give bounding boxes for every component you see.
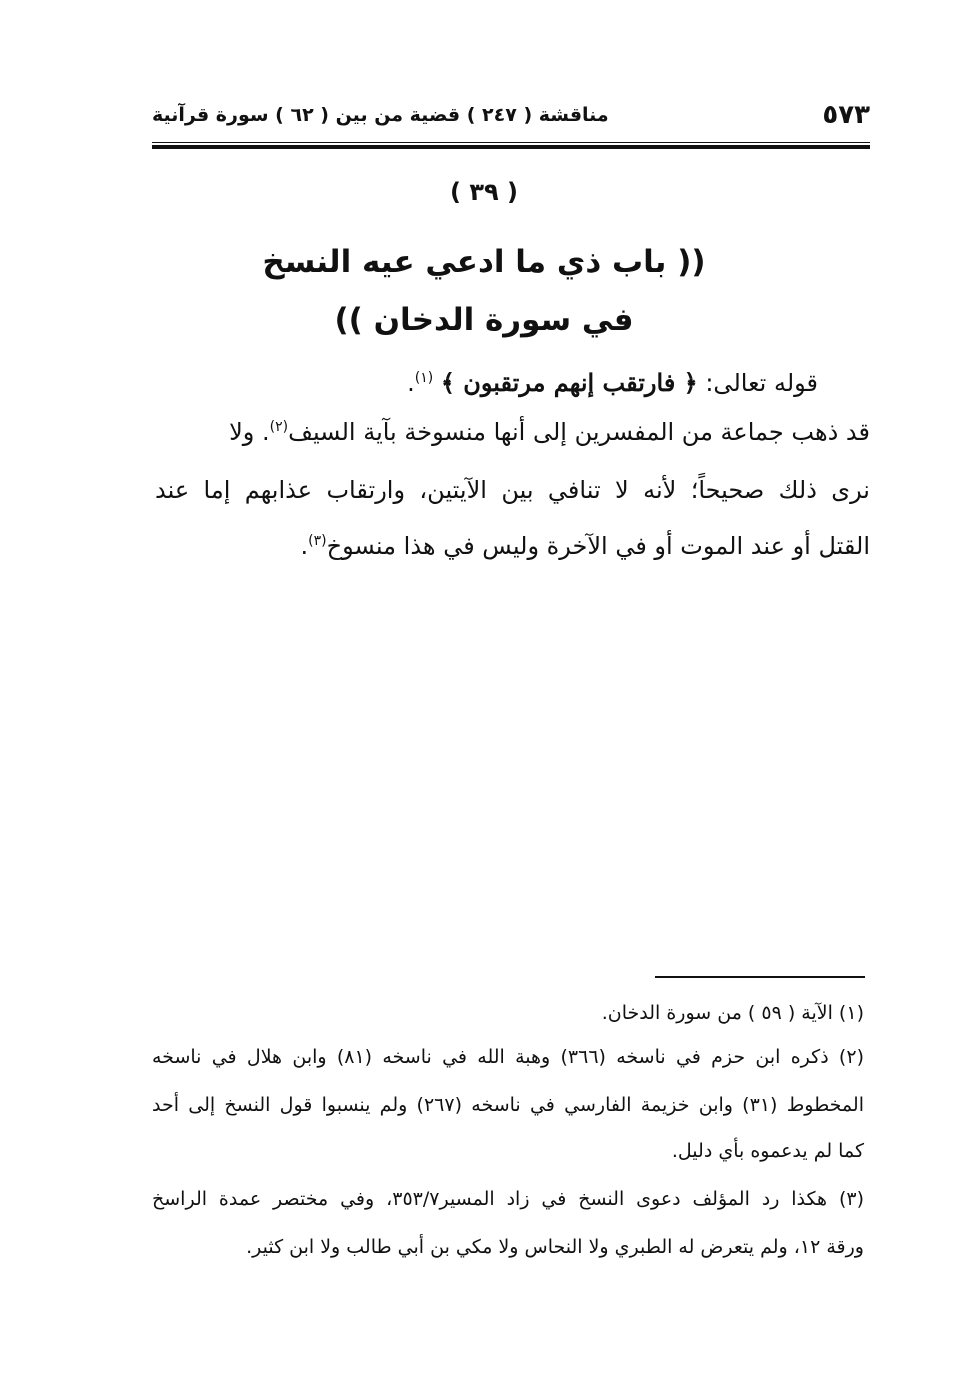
header-rule-thin	[152, 142, 870, 143]
running-title: مناقشة ( ٢٤٧ ) قضية من بين ( ٦٢ ) سورة قرآنية	[152, 104, 609, 126]
verse-text: ﴿ فارتقب إنهم مرتقبون ﴾	[440, 368, 698, 397]
running-header	[152, 100, 870, 136]
footnote-1: (١) الآية ( ٥٩ ) من سورة الدخان.	[601, 1002, 864, 1024]
footnote-3-line-1: (٣) هكذا رد المؤلف دعوى النسخ في زاد المسير٣٥٣/٧، وفي مختصر عمدة الراسخ	[152, 1188, 864, 1210]
footnote-ref-2: (٢)	[269, 419, 289, 435]
footnote-ref-3: (٣)	[308, 533, 327, 549]
footnote-2-line-1: (٢) ذكره ابن حزم في ناسخه (٣٦٦) وهبة الله في ناسخه (٨١) وابن هلال في ناسخه	[152, 1046, 864, 1068]
footnote-2-line-2: المخطوط (٣١) وابن خزيمة الفارسي في ناسخه (٢٦٧) ولم ينسبوا قول النسخ إلى أحد	[152, 1094, 864, 1116]
chapter-title-line-2: في سورة الدخان ))	[334, 302, 634, 338]
body-line-1-text: قد ذهب جماعة من المفسرين إلى أنها منسوخة بآية السيف	[288, 418, 870, 446]
chapter-title-line-1: (( باب ذي ما ادعي عيه النسخ	[262, 244, 706, 280]
body-line-3	[155, 532, 870, 560]
body-line-2: نرى ذلك صحيحاً؛ لأنه لا تنافي بين الآيتين، وارتقاب عذابهم إما عند	[155, 476, 870, 504]
footnote-3-line-2: ورقة ١٢، ولم يتعرض له الطبري ولا النحاس ولا مكي بن أبي طالب ولا ابن كثير.	[246, 1236, 864, 1258]
body-line-3-text: القتل أو عند الموت أو في الآخرة وليس في هذا منسوخ	[326, 532, 870, 560]
verse-line	[103, 368, 818, 397]
body-line-1-end: . ولا	[229, 418, 270, 446]
footnote-ref-1: (١)	[414, 370, 434, 386]
verse-intro: قوله تعالى:	[697, 369, 818, 397]
page-number: ٥٧٣	[822, 100, 870, 130]
body-line-3-end: .	[300, 532, 309, 560]
header-rule-thick	[152, 145, 870, 149]
body-line-1	[155, 418, 870, 446]
section-number: ( ٣٩ )	[450, 178, 518, 206]
footnote-separator	[655, 976, 865, 978]
verse-end: .	[407, 369, 415, 397]
footnote-2-line-3: كما لم يدعموه بأي دليل.	[671, 1140, 864, 1162]
